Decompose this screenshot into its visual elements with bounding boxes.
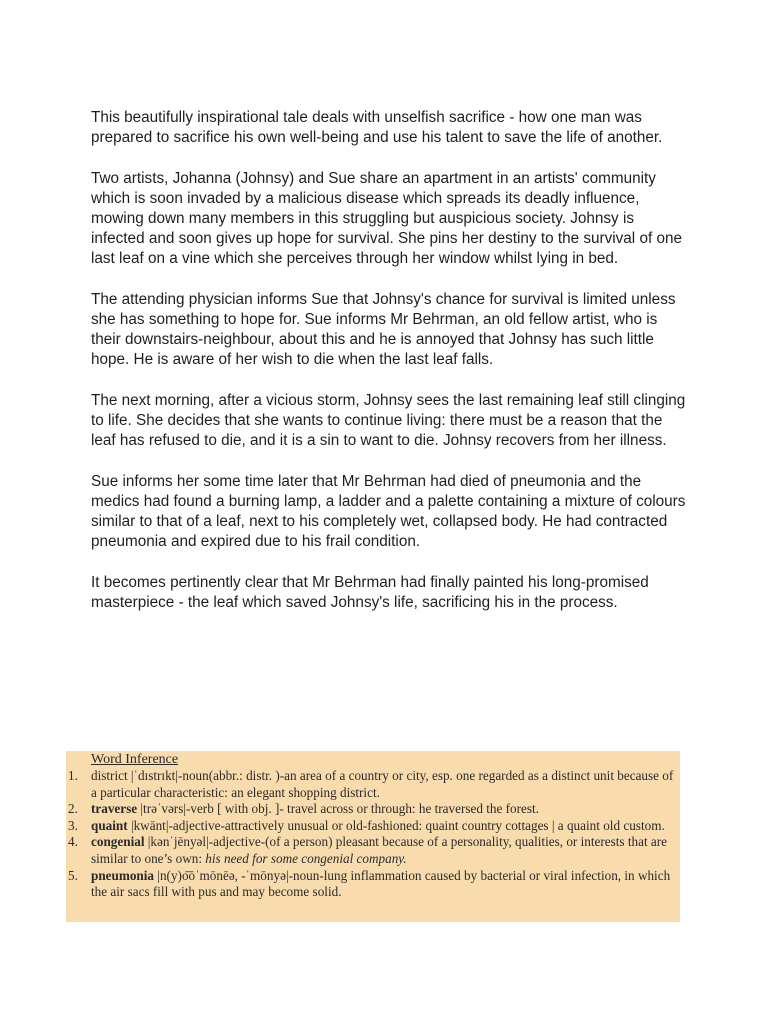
item-term: pneumonia	[91, 867, 155, 883]
item-term: congenial	[91, 834, 145, 850]
item-number: 4.	[68, 834, 78, 850]
paragraph: This beautifully inspirational tale deals with unselfish sacrifice - how one man was prepared to sacrifice his own well-being and use his talent to save the life of another.	[91, 109, 663, 147]
item-definition: district |ˈdɪstrɪkt|-noun(abbr.: distr. )-an area of a country or city, esp. one regarded as a distinct unit because of a particular characteristic: an elegant shopping district.	[91, 768, 674, 800]
item-number: 3.	[68, 817, 78, 833]
item-definition: |kwānt|-adjective-attractively unusual or old-fashioned: quaint country cottages | a quaint old custom.	[127, 817, 665, 833]
list-item	[66, 801, 680, 818]
paragraph: It becomes pertinently clear that Mr Behrman had finally painted his long-promised masterpiece - the leaf which saved Johnsy's life, sacrificing his in the process.	[91, 573, 649, 611]
word-inference-list	[66, 768, 680, 901]
item-definition: |n(y)o͞oˈmōnēə, -ˈmōnyə|-noun-lung inflammation caused by bacterial or viral infection, in which the air sacs fill with pus and may become solid.	[91, 867, 671, 900]
item-number: 1.	[68, 768, 78, 783]
item-number: 5.	[68, 867, 78, 883]
article-body	[91, 108, 691, 633]
item-number: 2.	[68, 801, 78, 817]
list-item	[66, 768, 680, 801]
item-example: his need for some congenial company.	[205, 850, 407, 866]
paragraph: The attending physician informs Sue that Johnsy's chance for survival is limited unless she has something to hope for. Sue informs Mr Behrman, an old fellow artist, who is their downstairs-neighbour, about this and he is annoyed that Johnsy has such little hope. He is aware of her wish to die when the last leaf falls.	[91, 290, 676, 369]
paragraph: Sue informs her some time later that Mr Behrman had died of pneumonia and the medics had found a burning lamp, a ladder and a palette containing a mixture of colours similar to that of a leaf, next to his completely wet, collapsed body. He had contracted pneumonia and expired due to his frail condition.	[91, 472, 686, 551]
item-definition: |kənˈjēnyəl|-adjective-(of a person) pleasant because of a personality, qualities, or interests that are similar to one’s own:	[91, 834, 668, 866]
word-inference-box	[66, 751, 680, 922]
item-term: quaint	[91, 817, 128, 833]
list-item	[66, 818, 680, 835]
list-item	[66, 868, 680, 901]
word-inference-title: Word Inference	[91, 752, 179, 767]
item-term: traverse	[91, 801, 138, 817]
item-definition: |trəˈvərs|-verb [ with obj. ]- travel across or through: he traversed the forest.	[137, 801, 539, 817]
list-item	[66, 834, 680, 867]
paragraph: Two artists, Johanna (Johnsy) and Sue share an apartment in an artists' community which is soon invaded by a malicious disease which spreads its deadly influence, mowing down many members in this struggling but auspicious society. Johnsy is infected and soon gives up hope for survival. She pins her destiny to the survival of one last leaf on a vine which she perceives through her window whilst lying in bed.	[91, 169, 682, 268]
paragraph: The next morning, after a vicious storm, Johnsy sees the last remaining leaf still clinging to life. She decides that she wants to continue living: there must be a reason that the leaf has refused to die, and it is a sin to want to die. Johnsy recovers from her illness.	[91, 391, 686, 450]
